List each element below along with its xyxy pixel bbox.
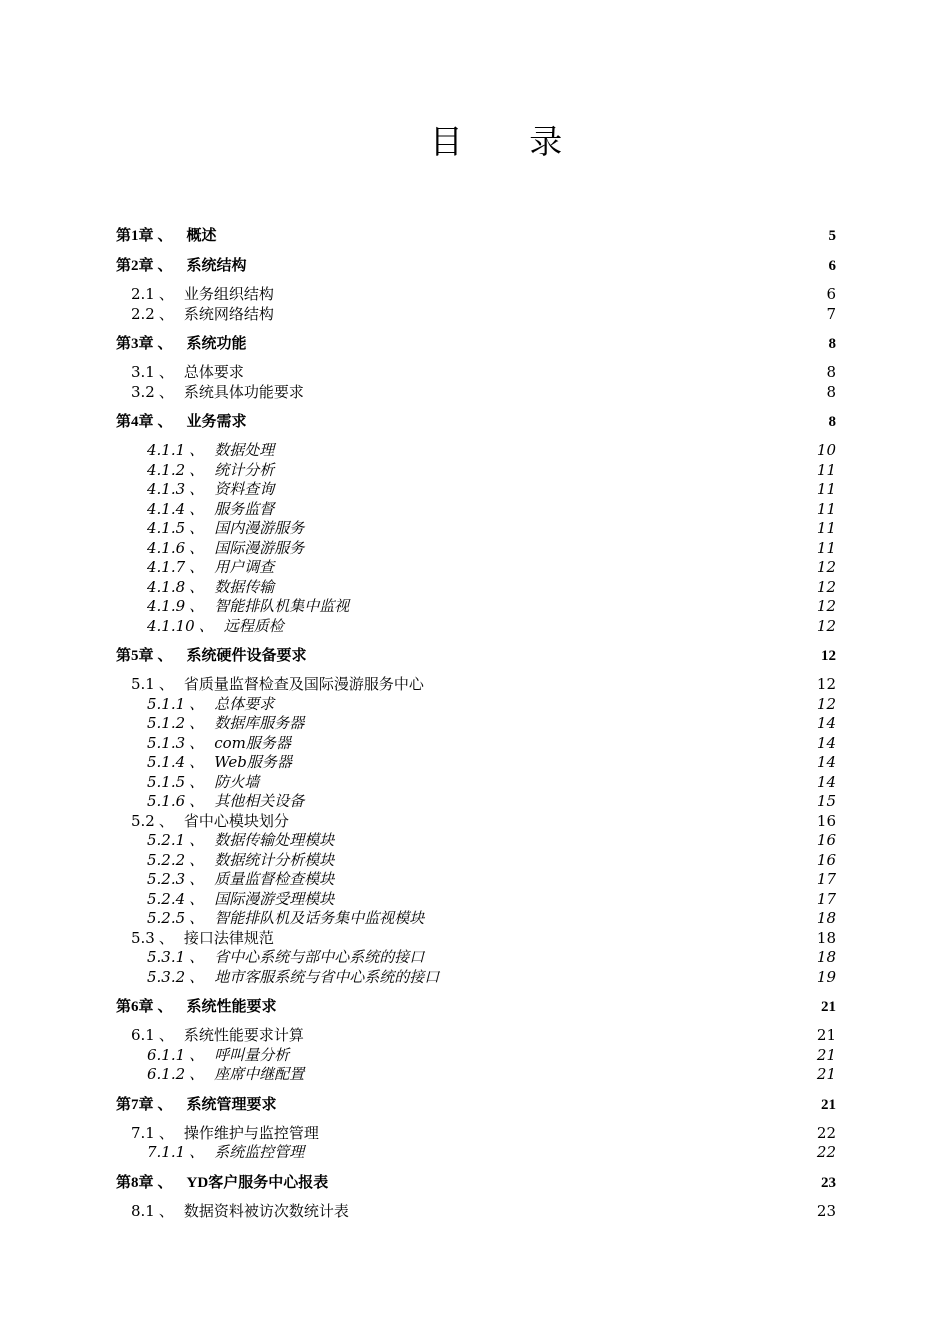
toc-entry-label: 其他相关设备 <box>214 792 305 810</box>
toc-entry-level3[interactable] <box>116 890 836 910</box>
toc-entry-heading <box>116 519 304 539</box>
toc-entry-page-number: 11 <box>816 499 836 518</box>
toc-entry-label: 数据资料被访次数统计表 <box>183 1201 349 1220</box>
toc-entry-separator: 、 <box>158 363 174 381</box>
toc-entry-label: 国内漫游服务 <box>214 519 305 537</box>
toc-entry-heading <box>116 334 247 354</box>
toc-entry-label: 统计分析 <box>214 460 275 479</box>
toc-entry-number: 6.1.1 <box>147 1045 186 1064</box>
toc-entry-page-number: 21 <box>816 1045 836 1064</box>
toc-entry-label: 数据处理 <box>214 441 275 459</box>
toc-entry-level2[interactable] <box>116 1202 836 1222</box>
toc-entry-level3[interactable] <box>116 617 836 637</box>
toc-entry-label: 系统性能要求 <box>186 999 277 1015</box>
toc-entry-heading <box>116 558 274 578</box>
toc-entry-number: 5.1.6 <box>147 792 186 810</box>
toc-entry-number: 4.1.5 <box>147 519 186 537</box>
toc-entry-level2[interactable] <box>116 1026 836 1046</box>
toc-entry-page-number: 14 <box>816 772 836 791</box>
toc-title: 目 录 <box>429 122 591 161</box>
toc-entry-number: 5.2.1 <box>147 831 186 849</box>
toc-entry-heading <box>116 792 304 812</box>
toc-entry-label: 概述 <box>186 228 217 244</box>
toc-entry-page-number: 6 <box>828 258 836 274</box>
toc-entry-label: 业务组织结构 <box>183 285 274 303</box>
toc-entry-label: 国际漫游服务 <box>214 538 305 557</box>
toc-entry-page-number: 12 <box>816 616 836 635</box>
toc-entry-separator: 、 <box>189 870 205 888</box>
toc-entry-separator: 、 <box>189 792 205 810</box>
toc-entry-label: 业务需求 <box>186 414 247 430</box>
toc-entry-level3[interactable] <box>116 851 836 871</box>
toc-entry-separator: 、 <box>158 304 174 323</box>
toc-entry-number: 4.1.8 <box>147 577 186 596</box>
toc-entry-heading <box>116 383 304 403</box>
toc-entry-page-number: 6 <box>826 285 836 303</box>
toc-entry-separator: 、 <box>189 460 205 479</box>
toc-entry-page-number: 14 <box>816 733 836 752</box>
toc-entry-label: 数据统计分析模块 <box>214 850 335 869</box>
toc-entry-page-number: 21 <box>816 1026 836 1044</box>
toc-entry-label: 呼叫量分析 <box>214 1045 290 1064</box>
toc-entry-level3[interactable] <box>116 1046 836 1066</box>
toc-entry-page-number: 16 <box>816 850 836 869</box>
toc-entry-page-number: 12 <box>816 694 836 713</box>
toc-entry-separator: 、 <box>158 382 174 401</box>
toc-entry-heading <box>116 870 334 890</box>
toc-entry-heading <box>116 1046 289 1066</box>
toc-entry-page-number: 21 <box>821 999 836 1015</box>
toc-entry-separator: 、 <box>157 1174 173 1191</box>
toc-entry-number: 2.2 <box>131 304 155 323</box>
toc-entry-level3[interactable] <box>116 519 836 539</box>
toc-entry-page-number: 15 <box>816 792 836 810</box>
toc-entry-separator: 、 <box>189 519 205 537</box>
toc-entry-label: 操作维护与监控管理 <box>183 1123 319 1142</box>
toc-entry-heading <box>116 646 307 666</box>
toc-entry-page-number: 8 <box>826 382 836 401</box>
toc-entry-separator: 、 <box>189 948 205 966</box>
toc-entry-separator: 、 <box>189 967 205 986</box>
toc-entry-number: 第5章 <box>116 648 154 664</box>
toc-entry-number: 5.2.3 <box>147 870 186 888</box>
toc-entry-page-number: 23 <box>816 1201 836 1220</box>
toc-entry-number: 8.1 <box>131 1201 155 1220</box>
toc-entry-number: 2.1 <box>131 285 155 303</box>
toc-entry-label: 系统管理要求 <box>186 1096 277 1113</box>
toc-entry-number: 4.1.6 <box>147 538 186 557</box>
toc-entry-separator: 、 <box>157 336 173 352</box>
toc-entry-heading <box>116 1065 304 1085</box>
toc-entry-level2[interactable] <box>116 1124 836 1144</box>
toc-entry-separator: 、 <box>189 577 205 596</box>
toc-entry-separator: 、 <box>158 1123 174 1142</box>
toc-entry-level1[interactable] <box>116 997 836 1017</box>
toc-entry-level3[interactable] <box>116 870 836 890</box>
toc-entry-heading <box>116 412 247 432</box>
toc-entry-separator: 、 <box>189 714 205 732</box>
toc-entry-number: 4.1.3 <box>147 480 186 498</box>
toc-entry-heading <box>116 578 274 598</box>
toc-entry-page-number: 11 <box>816 519 836 537</box>
toc-entry-level1[interactable] <box>116 1095 836 1115</box>
table-of-contents <box>116 226 836 1221</box>
toc-entry-separator: 、 <box>157 258 173 274</box>
toc-entry-level2[interactable] <box>116 675 836 695</box>
toc-entry-label: 系统具体功能要求 <box>183 382 304 401</box>
toc-entry-label: 座席中继配置 <box>214 1065 305 1083</box>
toc-entry-label: 系统硬件设备要求 <box>186 648 307 664</box>
toc-entry-separator: 、 <box>158 675 174 693</box>
toc-entry-separator: 、 <box>189 733 205 752</box>
toc-entry-page-number: 8 <box>826 363 836 381</box>
toc-entry-heading <box>116 461 274 481</box>
toc-entry-number: 5.1.2 <box>147 714 186 732</box>
toc-entry-level1[interactable] <box>116 334 836 354</box>
toc-entry-level3[interactable] <box>116 539 836 559</box>
toc-entry-heading <box>116 890 334 910</box>
toc-entry-separator: 、 <box>189 499 205 518</box>
toc-entry-number: 5.3 <box>131 928 155 947</box>
toc-entry-level3[interactable] <box>116 968 836 988</box>
toc-entry-number: 5.2.4 <box>147 889 186 908</box>
toc-entry-separator: 、 <box>157 1096 173 1113</box>
toc-entry-heading <box>116 617 284 637</box>
toc-entry-number: 6.1 <box>131 1026 155 1044</box>
toc-entry-heading <box>116 363 244 383</box>
toc-entry-label: 总体要求 <box>214 694 275 713</box>
toc-entry-level3[interactable] <box>116 500 836 520</box>
toc-entry-level3[interactable] <box>116 441 836 461</box>
toc-entry-label: 远程质检 <box>223 616 284 635</box>
toc-entry-number: 7.1.1 <box>147 1143 186 1161</box>
toc-entry-heading <box>116 675 424 695</box>
toc-entry-separator: 、 <box>189 831 205 849</box>
toc-entry-level3[interactable] <box>116 753 836 773</box>
toc-entry-number: 第6章 <box>116 999 154 1015</box>
toc-entry-separator: 、 <box>189 694 205 713</box>
toc-entry-number: 5.2 <box>131 811 155 830</box>
toc-entry-number: 5.3.2 <box>147 967 186 986</box>
toc-entry-label: 资料查询 <box>214 480 275 498</box>
toc-entry-number: 4.1.10 <box>147 616 195 635</box>
toc-entry-level3[interactable] <box>116 909 836 929</box>
toc-entry-heading <box>116 695 274 715</box>
toc-entry-separator: 、 <box>158 285 174 303</box>
toc-entry-page-number: 7 <box>826 304 836 323</box>
toc-entry-page-number: 17 <box>816 889 836 908</box>
toc-entry-heading <box>116 285 274 305</box>
toc-entry-level3[interactable] <box>116 773 836 793</box>
toc-entry-separator: 、 <box>189 772 205 791</box>
toc-entry-number: 7.1 <box>131 1123 155 1142</box>
toc-entry-label: 系统网络结构 <box>183 304 274 323</box>
toc-entry-level3[interactable] <box>116 831 836 851</box>
toc-entry-heading <box>116 1124 319 1144</box>
toc-entry-label: 服务监督 <box>214 499 275 518</box>
toc-entry-heading <box>116 812 289 832</box>
toc-entry-page-number: 16 <box>816 811 836 830</box>
toc-entry-page-number: 17 <box>816 870 836 888</box>
toc-entry-label: 接口法律规范 <box>183 928 274 947</box>
toc-entry-label: 数据传输 <box>214 577 275 596</box>
toc-entry-page-number: 5 <box>828 228 836 244</box>
toc-entry-number: 5.1.4 <box>147 753 186 771</box>
toc-entry-level1[interactable] <box>116 1173 836 1193</box>
toc-entry-label: 防火墙 <box>214 772 260 791</box>
toc-entry-separator: 、 <box>189 597 205 615</box>
toc-entry-number: 3.2 <box>131 382 155 401</box>
toc-entry-number: 5.2.5 <box>147 909 186 927</box>
toc-entry-heading <box>116 929 274 949</box>
toc-entry-heading <box>116 1202 349 1222</box>
toc-entry-heading <box>116 1173 328 1193</box>
toc-entry-page-number: 8 <box>828 336 836 352</box>
toc-entry-level2[interactable] <box>116 383 836 403</box>
toc-entry-level3[interactable] <box>116 792 836 812</box>
toc-entry-page-number: 12 <box>816 597 836 615</box>
toc-entry-level3[interactable] <box>116 1143 836 1163</box>
toc-entry-heading <box>116 1095 277 1115</box>
toc-entry-page-number: 16 <box>816 831 836 849</box>
toc-entry-number: 第1章 <box>116 228 154 244</box>
toc-entry-separator: 、 <box>189 889 205 908</box>
toc-entry-level3[interactable] <box>116 578 836 598</box>
toc-entry-number: 第3章 <box>116 336 154 352</box>
toc-entry-number: 5.1.3 <box>147 733 186 752</box>
toc-entry-page-number: 11 <box>816 480 836 498</box>
toc-entry-page-number: 10 <box>816 441 836 459</box>
toc-entry-page-number: 11 <box>816 538 836 557</box>
toc-entry-number: 6.1.2 <box>147 1065 186 1083</box>
toc-entry-label: 用户调查 <box>214 558 275 576</box>
toc-entry-number: 第8章 <box>116 1174 154 1191</box>
toc-entry-heading <box>116 831 334 851</box>
toc-entry-page-number: 21 <box>816 1065 836 1083</box>
toc-entry-label: 省中心模块划分 <box>183 811 289 830</box>
toc-entry-heading <box>116 226 217 246</box>
toc-entry-level3[interactable] <box>116 1065 836 1085</box>
toc-entry-label: 省质量监督检查及国际漫游服务中心 <box>183 675 424 693</box>
toc-entry-heading <box>116 909 424 929</box>
toc-entry-page-number: 22 <box>816 1123 836 1142</box>
toc-entry-heading <box>116 773 259 793</box>
toc-entry-label: 数据库服务器 <box>214 714 305 732</box>
toc-entry-number: 第2章 <box>116 258 154 274</box>
toc-entry-separator: 、 <box>157 414 173 430</box>
toc-entry-page-number: 12 <box>816 577 836 596</box>
toc-entry-level1[interactable] <box>116 646 836 666</box>
toc-entry-number: 4.1.2 <box>147 460 186 479</box>
toc-entry-separator: 、 <box>198 616 214 635</box>
toc-entry-page-number: 21 <box>821 1096 836 1113</box>
toc-entry-separator: 、 <box>189 1045 205 1064</box>
toc-entry-page-number: 18 <box>816 909 836 927</box>
toc-entry-level3[interactable] <box>116 597 836 617</box>
toc-entry-heading <box>116 539 304 559</box>
toc-entry-level2[interactable] <box>116 305 836 325</box>
toc-entry-number: 5.1.1 <box>147 694 186 713</box>
toc-entry-separator: 、 <box>189 850 205 869</box>
toc-entry-level2[interactable] <box>116 363 836 383</box>
toc-entry-separator: 、 <box>157 648 173 664</box>
toc-entry-level1[interactable] <box>116 226 836 246</box>
toc-entry-separator: 、 <box>189 558 205 576</box>
toc-entry-separator: 、 <box>189 538 205 557</box>
toc-entry-number: 4.1.7 <box>147 558 186 576</box>
toc-entry-heading <box>116 1143 304 1163</box>
toc-entry-level3[interactable] <box>116 714 836 734</box>
toc-entry-label: 总体要求 <box>183 363 244 381</box>
toc-entry-level3[interactable] <box>116 948 836 968</box>
toc-entry-page-number: 22 <box>816 1143 836 1161</box>
toc-entry-label: 系统监控管理 <box>214 1143 305 1161</box>
toc-entry-separator: 、 <box>189 441 205 459</box>
toc-entry-label: 系统性能要求计算 <box>183 1026 304 1044</box>
toc-entry-label: com服务器 <box>214 733 291 752</box>
toc-entry-number: 4.1.1 <box>147 441 186 459</box>
toc-entry-heading <box>116 256 247 276</box>
toc-entry-level2[interactable] <box>116 929 836 949</box>
toc-entry-page-number: 12 <box>816 675 836 693</box>
toc-entry-level2[interactable] <box>116 285 836 305</box>
toc-entry-page-number: 11 <box>816 460 836 479</box>
toc-entry-separator: 、 <box>157 999 173 1015</box>
toc-entry-level3[interactable] <box>116 734 836 754</box>
toc-entry-heading <box>116 997 277 1017</box>
toc-entry-heading <box>116 734 291 754</box>
toc-entry-label: 质量监督检查模块 <box>214 870 335 888</box>
toc-entry-heading <box>116 948 424 968</box>
toc-entry-page-number: 12 <box>821 648 836 664</box>
toc-entry-separator: 、 <box>189 1143 205 1161</box>
toc-entry-number: 5.1 <box>131 675 155 693</box>
toc-entry-label: 省中心系统与部中心系统的接口 <box>214 948 425 966</box>
toc-entry-page-number: 19 <box>816 967 836 986</box>
toc-entry-label: 智能排队机集中监视 <box>214 597 350 615</box>
toc-entry-number: 第7章 <box>116 1096 154 1113</box>
toc-entry-heading <box>116 753 292 773</box>
toc-entry-label: YD客户服务中心报表 <box>186 1174 329 1191</box>
toc-entry-level1[interactable] <box>116 412 836 432</box>
toc-entry-label: 地市客服系统与省中心系统的接口 <box>214 967 440 986</box>
toc-entry-level3[interactable] <box>116 461 836 481</box>
toc-entry-separator: 、 <box>158 1201 174 1220</box>
toc-entry-number: 5.1.5 <box>147 772 186 791</box>
toc-entry-separator: 、 <box>158 928 174 947</box>
toc-entry-separator: 、 <box>158 811 174 830</box>
toc-entry-heading <box>116 305 274 325</box>
toc-entry-page-number: 18 <box>816 948 836 966</box>
toc-entry-separator: 、 <box>189 753 205 771</box>
toc-entry-heading <box>116 500 274 520</box>
toc-entry-heading <box>116 480 274 500</box>
toc-entry-heading <box>116 441 274 461</box>
toc-entry-level3[interactable] <box>116 480 836 500</box>
toc-entry-heading <box>116 968 439 988</box>
toc-entry-heading <box>116 597 349 617</box>
toc-entry-heading <box>116 1026 304 1046</box>
toc-entry-page-number: 8 <box>828 414 836 430</box>
toc-entry-page-number: 18 <box>816 928 836 947</box>
toc-entry-number: 5.2.2 <box>147 850 186 869</box>
toc-entry-label: 智能排队机及话务集中监视模块 <box>214 909 425 927</box>
toc-entry-level1[interactable] <box>116 256 836 276</box>
toc-entry-number: 4.1.9 <box>147 597 186 615</box>
toc-entry-separator: 、 <box>189 909 205 927</box>
toc-entry-level2[interactable] <box>116 812 836 832</box>
toc-entry-page-number: 14 <box>816 753 836 771</box>
toc-entry-label: Web服务器 <box>214 753 292 771</box>
toc-entry-level3[interactable] <box>116 695 836 715</box>
toc-entry-separator: 、 <box>189 1065 205 1083</box>
toc-entry-level3[interactable] <box>116 558 836 578</box>
toc-entry-label: 数据传输处理模块 <box>214 831 335 849</box>
toc-entry-heading <box>116 714 304 734</box>
toc-entry-label: 系统功能 <box>186 336 247 352</box>
toc-entry-heading <box>116 851 334 871</box>
toc-entry-page-number: 23 <box>821 1174 836 1191</box>
toc-entry-label: 系统结构 <box>186 258 247 274</box>
toc-entry-number: 第4章 <box>116 414 154 430</box>
toc-entry-number: 4.1.4 <box>147 499 186 518</box>
toc-entry-separator: 、 <box>189 480 205 498</box>
toc-entry-number: 3.1 <box>131 363 155 381</box>
toc-entry-separator: 、 <box>157 228 173 244</box>
toc-entry-separator: 、 <box>158 1026 174 1044</box>
toc-entry-page-number: 12 <box>816 558 836 576</box>
toc-entry-number: 5.3.1 <box>147 948 186 966</box>
toc-entry-label: 国际漫游受理模块 <box>214 889 335 908</box>
toc-entry-page-number: 14 <box>816 714 836 732</box>
